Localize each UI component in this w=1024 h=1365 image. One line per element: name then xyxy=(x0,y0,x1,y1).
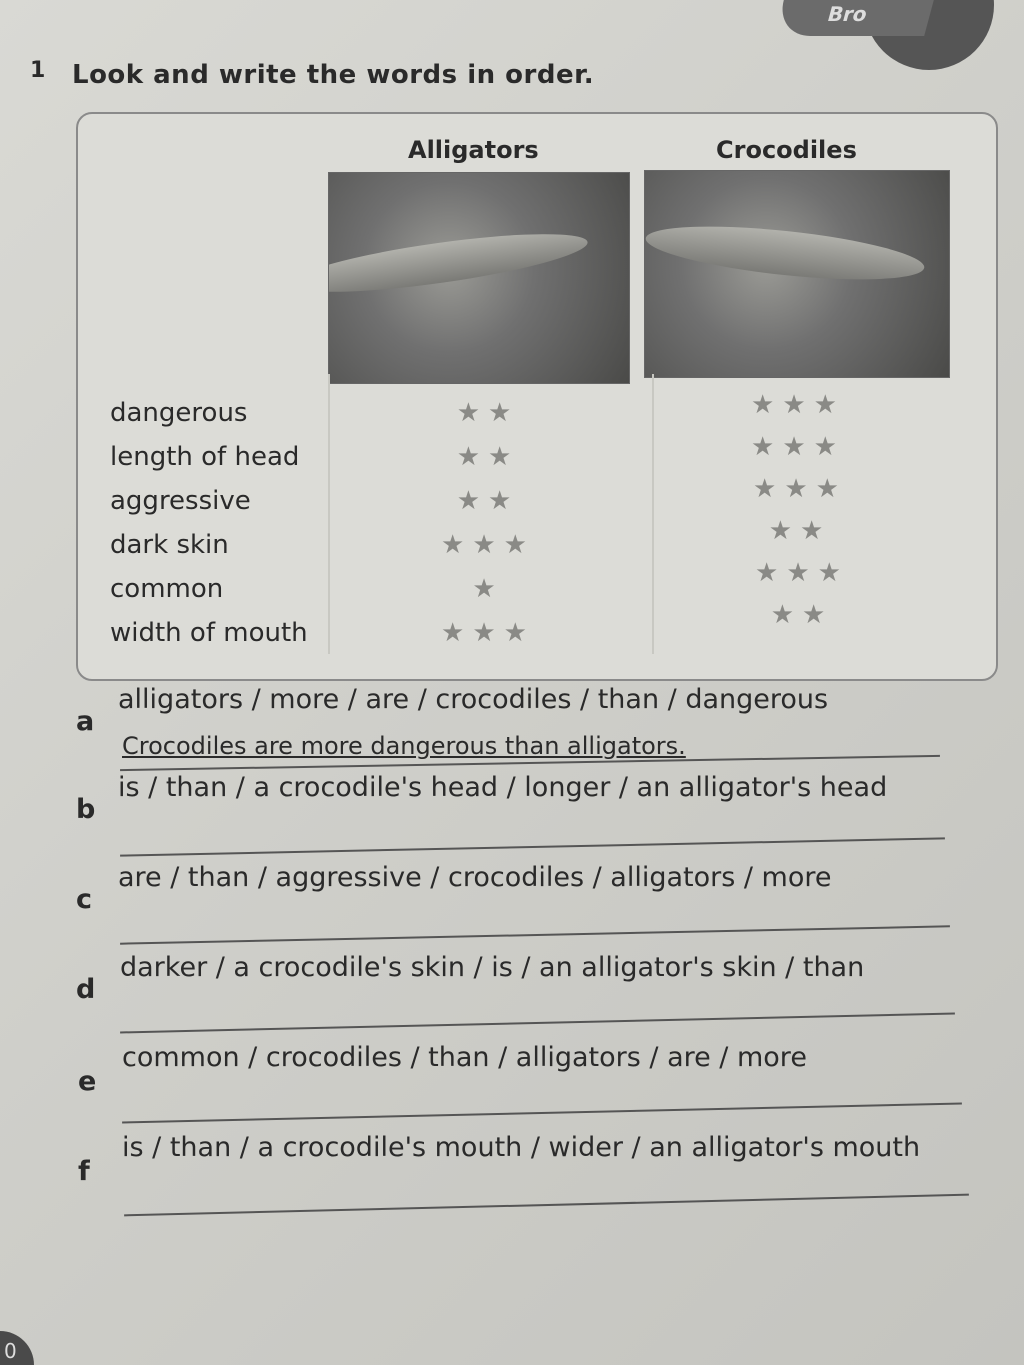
alligator-photo xyxy=(328,172,630,384)
crocodile-photo xyxy=(644,170,950,378)
star-rating-alligator: ★★ xyxy=(456,486,520,516)
item-letter: c xyxy=(76,884,93,915)
answer-line[interactable] xyxy=(120,1013,955,1034)
star-rating-alligator: ★★ xyxy=(456,442,520,472)
table-divider xyxy=(652,374,654,654)
item-prompt: common / crocodiles / than / alligators / are / more xyxy=(122,1042,807,1073)
star-rating-crocodile: ★★ xyxy=(768,516,832,546)
star-rating-alligator: ★★ xyxy=(456,398,520,428)
page-number-corner xyxy=(0,1331,34,1365)
answer-line[interactable] xyxy=(120,925,950,944)
column-header-alligators: Alligators xyxy=(408,136,539,164)
comparison-table xyxy=(76,112,998,681)
star-rating-alligator: ★★★ xyxy=(441,530,535,560)
row-label-dangerous: dangerous xyxy=(110,398,248,428)
corner-ribbon xyxy=(774,0,934,36)
page-number: 0 xyxy=(4,1339,17,1363)
exercise-number: 1 xyxy=(30,58,46,83)
star-rating-alligator: ★ xyxy=(472,574,504,604)
item-letter: b xyxy=(76,794,96,825)
answer-line[interactable] xyxy=(124,1194,969,1217)
item-prompt: darker / a crocodile's skin / is / an alligator's skin / than xyxy=(120,952,865,983)
star-rating-crocodile: ★★★ xyxy=(753,474,847,504)
row-label-aggressive: aggressive xyxy=(110,486,251,516)
row-label-dark-skin: dark skin xyxy=(110,530,229,560)
exercise-title: Look and write the words in order. xyxy=(72,60,595,90)
answer-line[interactable] xyxy=(120,837,945,856)
star-rating-crocodile: ★★★ xyxy=(755,558,849,588)
star-rating-alligator: ★★★ xyxy=(441,618,535,648)
item-prompt: are / than / aggressive / crocodiles / alligators / more xyxy=(118,862,832,893)
item-letter: a xyxy=(76,706,95,737)
row-label-length-of-head: length of head xyxy=(110,442,300,472)
star-rating-crocodile: ★★★ xyxy=(751,432,845,462)
row-label-width-of-mouth: width of mouth xyxy=(110,618,308,648)
item-letter: f xyxy=(78,1156,90,1187)
star-rating-crocodile: ★★ xyxy=(770,600,834,630)
ribbon-text: Bro xyxy=(824,2,871,26)
table-divider xyxy=(328,374,330,654)
item-prompt: is / than / a crocodile's mouth / wider / an alligator's mouth xyxy=(122,1132,921,1163)
row-label-common: common xyxy=(110,574,224,604)
item-answer[interactable]: Crocodiles are more dangerous than alligators. xyxy=(122,732,686,760)
answer-line[interactable] xyxy=(122,1102,962,1123)
column-header-crocodiles: Crocodiles xyxy=(716,136,857,164)
item-letter: d xyxy=(76,974,96,1005)
star-rating-crocodile: ★★★ xyxy=(751,390,845,420)
item-prompt: alligators / more / are / crocodiles / than / dangerous xyxy=(118,684,829,715)
item-letter: e xyxy=(78,1066,97,1097)
item-prompt: is / than / a crocodile's head / longer / an alligator's head xyxy=(118,772,888,803)
